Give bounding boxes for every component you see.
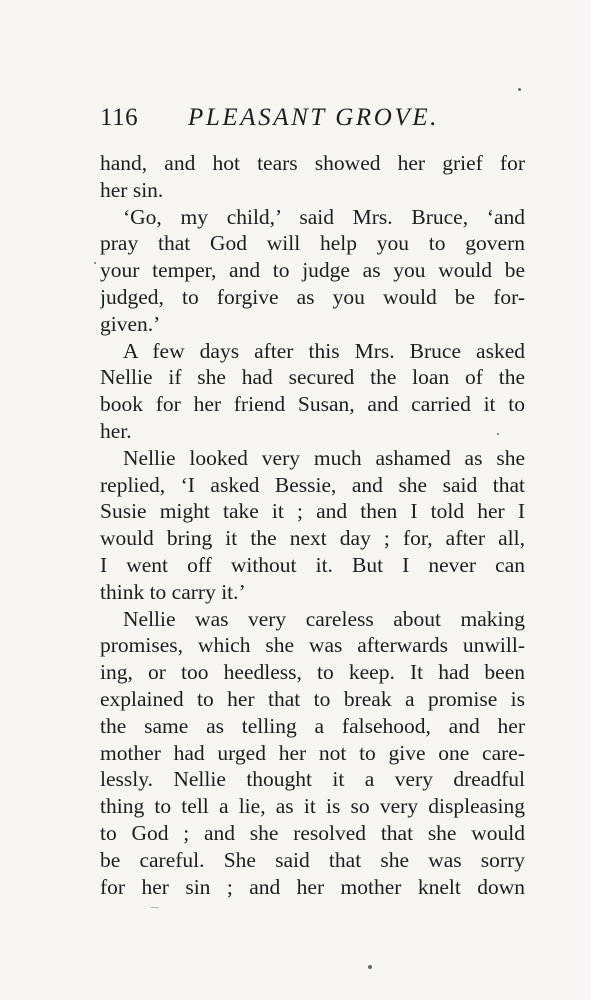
- text-line: Nellie if she had secured the loan of the: [100, 365, 525, 390]
- text-line: Susie might take it ; and then I told her I: [100, 499, 525, 524]
- text-line: pray that God will help you to govern: [100, 231, 525, 256]
- text-line: Nellie looked very much ashamed as she: [123, 445, 525, 470]
- page-number: 116: [100, 104, 139, 131]
- text-line: her.: [100, 418, 132, 443]
- text-line: ing, or too heedless, to keep. It had been: [100, 660, 525, 685]
- paper-speck: [518, 88, 521, 91]
- page-header: [100, 104, 525, 136]
- text-line: to God ; and she resolved that she would: [100, 820, 525, 845]
- paper-speck: [497, 433, 499, 435]
- text-line: your temper, and to judge as you would be: [100, 258, 525, 283]
- text-line: explained to her that to break a promise is: [100, 686, 525, 711]
- text-line: the same as telling a falsehood, and her: [100, 713, 525, 738]
- text-line: book for her friend Susan, and carried it to: [100, 392, 525, 417]
- text-line: think to carry it.’: [100, 579, 246, 604]
- body-text: [100, 150, 525, 900]
- text-line: thing to tell a lie, as it is so very displeasing: [100, 794, 525, 819]
- text-line: lessly. Nellie thought it a very dreadful: [100, 767, 525, 792]
- text-line: replied, ‘I asked Bessie, and she said that: [100, 472, 525, 497]
- text-line: Nellie was very careless about making: [123, 606, 525, 631]
- text-line: A few days after this Mrs. Bruce asked: [123, 338, 525, 363]
- text-line: judged, to forgive as you would be for-: [100, 284, 525, 309]
- running-title: PLEASANT GROVE.: [188, 104, 440, 131]
- text-line: promises, which she was afterwards unwill-: [100, 633, 525, 658]
- text-line: her sin.: [100, 177, 164, 202]
- text-line: be careful. She said that she was sorry: [100, 847, 525, 872]
- text-line: would bring it the next day ; for, after all,: [100, 526, 525, 551]
- text-line: mother had urged her not to give one care-: [100, 740, 525, 765]
- text-line: given.’: [100, 311, 161, 336]
- text-line: I went off without it. But I never can: [100, 552, 525, 577]
- text-line: ‘Go, my child,’ said Mrs. Bruce, ‘and: [123, 204, 525, 229]
- paper-speck: [151, 907, 159, 908]
- text-line: hand, and hot tears showed her grief for: [100, 151, 525, 175]
- paper-speck: [94, 262, 96, 264]
- text-line: for her sin ; and her mother knelt down: [100, 874, 525, 899]
- paper-speck: [368, 965, 372, 969]
